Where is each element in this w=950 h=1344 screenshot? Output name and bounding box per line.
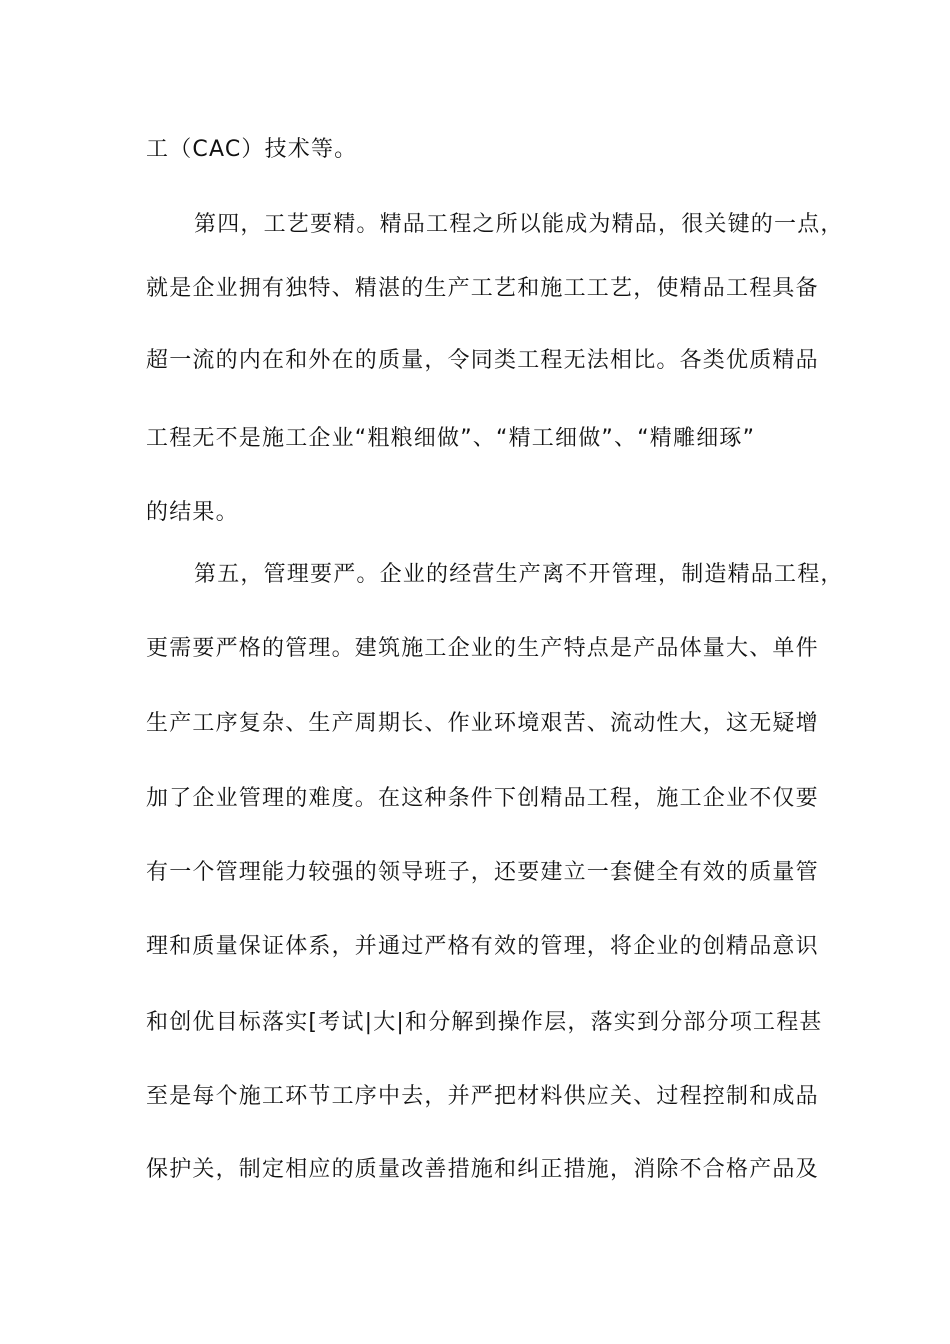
paragraph-4-line-5: 的结果。 bbox=[146, 500, 239, 525]
paragraph-4-line-1: 第四，工艺要精。精品工程之所以能成为精品，很关键的一点， bbox=[194, 212, 844, 237]
paragraph-5-line-4: 加了企业管理的难度。在这种条件下创精品工程，施工企业不仅要 bbox=[146, 786, 819, 811]
paragraph-5-line-1: 第五，管理要严。企业的经营生产离不开管理，制造精品工程， bbox=[194, 562, 844, 587]
paragraph-4-line-2: 就是企业拥有独特、精湛的生产工艺和施工工艺，使精品工程具备 bbox=[146, 276, 819, 301]
paragraph-5-line-9: 保护关，制定相应的质量改善措施和纠正措施，消除不合格产品及 bbox=[146, 1157, 819, 1182]
paragraph-5-line-8: 至是每个施工环节工序中去，并严把材料供应关、过程控制和成品 bbox=[146, 1084, 819, 1109]
paragraph-4-line-4: 工程无不是施工企业“粗粮细做”、“精工细做”、“精雕细琢” bbox=[146, 426, 756, 451]
paragraph-5-line-3: 生产工序复杂、生产周期长、作业环境艰苦、流动性大，这无疑增 bbox=[146, 711, 819, 736]
paragraph-5-line-2: 更需要严格的管理。建筑施工企业的生产特点是产品体量大、单件 bbox=[146, 636, 819, 661]
paragraph-5-line-5: 有一个管理能力较强的领导班子，还要建立一套健全有效的质量管 bbox=[146, 860, 819, 885]
paragraph-4-line-3: 超一流的内在和外在的质量，令同类工程无法相比。各类优质精品 bbox=[146, 348, 819, 373]
paragraph-5-line-7: 和创优目标落实[考试|大|和分解到操作层，落实到分部分项工程甚 bbox=[146, 1010, 823, 1035]
paragraph-5-line-6: 理和质量保证体系，并通过严格有效的管理，将企业的创精品意识 bbox=[146, 934, 819, 959]
text-line-1: 工（CAC）技术等。 bbox=[146, 137, 358, 162]
